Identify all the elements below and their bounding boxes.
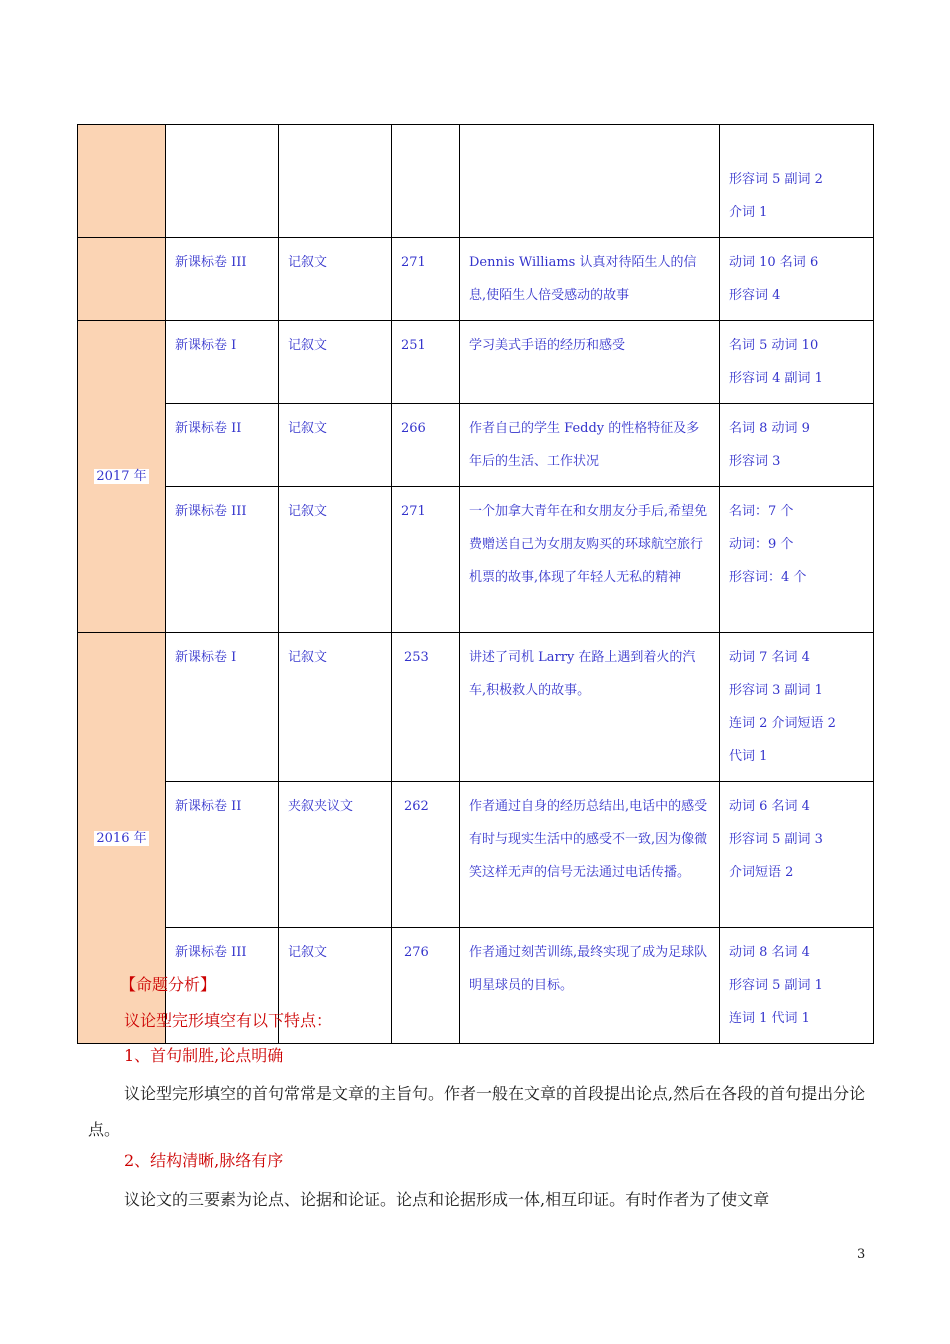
pos-line: 形容词 5 副词 2 <box>729 172 823 187</box>
exam-analysis-table <box>77 124 874 1044</box>
count-cell: 251 <box>392 321 460 404</box>
pos-cell <box>720 782 874 928</box>
table-row <box>78 633 874 782</box>
content-cell: Dennis Williams 认真对待陌生人的信息,使陌生人倍受感动的故事 <box>460 238 720 321</box>
pos-cell <box>720 633 874 782</box>
paper-cell <box>166 125 279 238</box>
genre-cell: 记叙文 <box>279 404 392 487</box>
pos-line: 动词 6 名词 4 <box>729 799 810 814</box>
year-cell-continued <box>78 238 166 321</box>
pos-cell <box>720 238 874 321</box>
genre-cell: 记叙文 <box>279 633 392 782</box>
genre-cell <box>279 125 392 238</box>
pos-line: 介词 1 <box>729 205 768 220</box>
table-row <box>78 782 874 928</box>
year-label: 2017 年 <box>96 469 147 484</box>
genre-cell: 记叙文 <box>279 928 392 1044</box>
page-number: 3 <box>857 1247 866 1262</box>
pos-line: 动词 8 名词 4 <box>729 945 810 960</box>
point2-text: 议论文的三要素为论点、论据和论证。论点和论据形成一体,相互印证。有时作者为了使文章 <box>124 1190 770 1209</box>
pos-cell <box>720 125 874 238</box>
analysis-intro: 议论型完形填空有以下特点： <box>124 1011 333 1030</box>
count-cell: 262 <box>392 782 460 928</box>
table-row <box>78 238 874 321</box>
pos-line: 形容词 3 副词 1 <box>729 683 823 698</box>
content-cell: 作者自己的学生 Feddy 的性格特征及多年后的生活、工作状况 <box>460 404 720 487</box>
genre-cell: 夹叙夹议文 <box>279 782 392 928</box>
genre-cell: 记叙文 <box>279 487 392 633</box>
point1-title: 1、首句制胜,论点明确 <box>124 1046 284 1065</box>
point1-text: 议论型完形填空的首句常常是文章的主旨句。作者一般在文章的首段提出论点,然后在各段的首句提出分论点。 <box>88 1084 866 1139</box>
pos-line: 名词 5 动词 10 <box>729 338 819 353</box>
point2-title: 2、结构清晰,脉络有序 <box>124 1151 284 1170</box>
content-cell <box>460 125 720 238</box>
count-cell: 266 <box>392 404 460 487</box>
analysis-heading: 【命题分析】 <box>120 975 217 994</box>
pos-line: 形容词 4 副词 1 <box>729 371 823 386</box>
pos-line: 名词：7 个 <box>729 504 794 519</box>
year-cell-2017 <box>78 321 166 633</box>
count-cell <box>392 125 460 238</box>
pos-cell <box>720 404 874 487</box>
genre-cell: 记叙文 <box>279 321 392 404</box>
year-cell-continued <box>78 125 166 238</box>
pos-line: 介词短语 2 <box>729 865 794 880</box>
year-label: 2016 年 <box>96 830 147 846</box>
pos-cell <box>720 321 874 404</box>
pos-line: 形容词：4 个 <box>729 570 807 585</box>
content-cell: 讲述了司机 Larry 在路上遇到着火的汽车,积极救人的故事。 <box>460 633 720 782</box>
paper-cell: 新课标卷 I <box>166 633 279 782</box>
pos-line: 形容词 5 副词 3 <box>729 832 823 847</box>
table-row <box>78 404 874 487</box>
pos-line: 动词 10 名词 6 <box>729 255 819 270</box>
genre-cell: 记叙文 <box>279 238 392 321</box>
pos-line: 连词 1 代词 1 <box>729 1011 810 1026</box>
table-row <box>78 321 874 404</box>
paper-cell: 新课标卷 II <box>166 404 279 487</box>
pos-line: 形容词 4 <box>729 288 781 303</box>
paper-cell: 新课标卷 III <box>166 238 279 321</box>
count-cell: 276 <box>392 928 460 1044</box>
table-row <box>78 125 874 238</box>
paper-cell: 新课标卷 I <box>166 321 279 404</box>
paper-cell: 新课标卷 II <box>166 782 279 928</box>
content-cell: 学习美式手语的经历和感受 <box>460 321 720 404</box>
count-cell: 271 <box>392 487 460 633</box>
pos-line: 代词 1 <box>729 749 768 764</box>
content-cell: 作者通过刻苦训练,最终实现了成为足球队明星球员的目标。 <box>460 928 720 1044</box>
paper-cell: 新课标卷 III <box>166 928 279 1044</box>
pos-line: 动词 7 名词 4 <box>729 650 810 665</box>
content-cell: 一个加拿大青年在和女朋友分手后,希望免费赠送自己为女朋友购买的环球航空旅行机票的故事,体现了年轻人无私的精神 <box>460 487 720 633</box>
pos-line: 形容词 5 副词 1 <box>729 978 823 993</box>
pos-line: 连词 2 介词短语 2 <box>729 716 836 731</box>
pos-line: 动词：9 个 <box>729 537 794 552</box>
count-cell: 271 <box>392 238 460 321</box>
pos-line: 形容词 3 <box>729 454 781 469</box>
pos-line: 名词 8 动词 9 <box>729 421 810 436</box>
content-cell: 作者通过自身的经历总结出,电话中的感受有时与现实生活中的感受不一致,因为像微笑这样无声的信号无法通过电话传播。 <box>460 782 720 928</box>
paper-cell: 新课标卷 III <box>166 487 279 633</box>
table-row <box>78 487 874 633</box>
pos-cell <box>720 487 874 633</box>
count-cell: 253 <box>392 633 460 782</box>
